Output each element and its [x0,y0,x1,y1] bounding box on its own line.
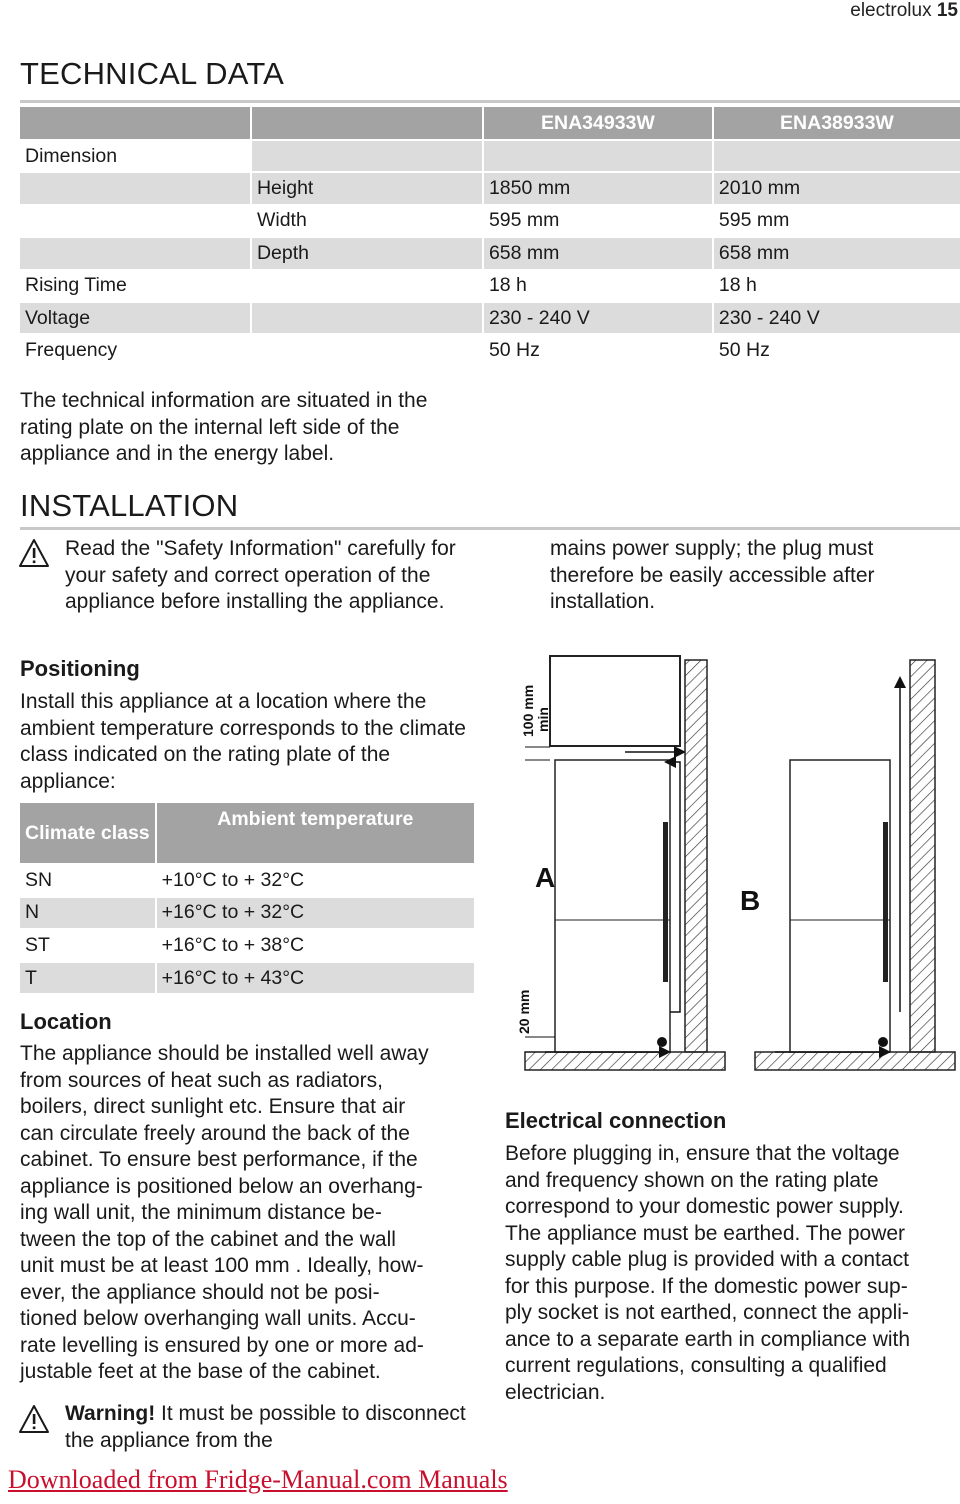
download-source-link[interactable]: Downloaded from Fridge-Manual.com Manuals [8,1465,508,1494]
cell-value: 595 mm [488,209,560,232]
text-line: supply cable plug is provided with a contact [505,1248,909,1271]
diagram-a [516,656,725,1070]
dimension-100mm: 100 mm [520,684,536,737]
warning-text [65,1401,485,1454]
dimension-20mm: 20 mm [516,989,532,1034]
text-line: and frequency shown on the rating plate [505,1168,879,1192]
column-header: ENA34933W [484,107,712,139]
table-row [20,206,960,236]
temperature-range: +16°C to + 32°C [157,898,474,929]
diagram-label-b: B [740,885,761,916]
table-row [20,303,960,333]
text-line: justable feet at the base of the cabinet. [20,1360,381,1383]
text-line: ever, the appliance should not be posi- [20,1280,380,1304]
text-line: tween the top of the cabinet and the wall [20,1227,396,1251]
cell-value: 230 - 240 V [484,303,712,333]
warning-body: It must be possible to disconnect the appliance from the [65,1402,466,1452]
text-line: appliance is positioned below an overhang- [20,1174,423,1198]
rating-plate-note: The technical information are situated in the rating plate on the internal left side of the appliance and in the energy label. [20,389,428,465]
warning-triangle-icon [18,1404,50,1434]
text-line: can circulate freely around the back of the [20,1121,410,1145]
cell-value: 50 Hz [488,339,540,362]
text-line: from sources of heat such as radiators, [20,1068,383,1092]
text-line: correspond to your domestic power supply. [505,1195,904,1218]
table-row [20,930,474,961]
diagram-b [740,660,955,1070]
row-label: Dimension [25,144,118,167]
row-sublabel: Depth [252,238,482,268]
installation-title: INSTALLATION [20,488,239,523]
text-line: ply socket is not earthed, connect the appli- [505,1301,909,1324]
warning-label: Warning! [65,1402,156,1425]
diagram-label-a: A [535,862,556,893]
column-header: Ambient temperature [157,803,474,863]
text-line: ing wall unit, the minimum distance be- [20,1201,382,1224]
warning-triangle-icon [18,538,50,568]
cell-value: 595 mm [718,209,790,232]
text-line: Before plugging in, ensure that the voltage [505,1142,900,1165]
installation-clearance-diagram [505,652,960,1077]
text-line: The appliance must be earthed. The power [505,1221,906,1245]
section-divider [20,527,960,530]
table-header-row [20,107,960,139]
table-row [20,141,960,171]
table-row [20,173,960,203]
table-header-row [20,803,474,863]
text-line: unit must be at least 100 mm . Ideally, how- [20,1254,424,1277]
text-line: tioned below overhanging wall units. Accu- [20,1307,416,1330]
electrical-heading: Electrical connection [505,1108,727,1133]
table-row [20,898,474,929]
temperature-range: +16°C to + 38°C [161,933,305,956]
column-header: Climate class [20,803,155,863]
climate-class: T [20,963,155,994]
cell-value: 18 h [488,274,527,297]
climate-class: N [20,898,155,929]
text-line: rate levelling is ensured by one or more ad- [20,1333,424,1357]
climate-class: ST [25,933,50,956]
text-line: The appliance should be installed well away [20,1042,429,1065]
cell-value: 18 h [718,274,757,297]
column-header: ENA38933W [714,107,960,139]
text-line: boilers, direct sunlight etc. Ensure that air [20,1095,406,1118]
table-row [20,335,960,365]
table-row [20,865,474,896]
cell-value: 230 - 240 V [714,303,960,333]
temperature-range: +16°C to + 43°C [157,963,474,994]
technical-data-table [18,105,960,368]
row-label: Frequency [25,339,118,362]
text-line: cabinet. To ensure best performance, if the [20,1148,418,1171]
page-number: 15 [936,0,958,21]
table-row [20,963,474,994]
cell-value: 2010 mm [714,173,960,203]
technical-data-title: TECHNICAL DATA [20,56,285,91]
cell-value: 658 mm [714,238,960,268]
warning-continued: mains power supply; the plug must therefore be easily accessible after installation. [550,537,875,613]
positioning-text: Install this appliance at a location where the ambient temperature corresponds to the climate class indicated on the rating plate of the appliance: [20,690,466,793]
table-row [20,271,960,301]
location-heading: Location [20,1009,112,1034]
climate-class-table [18,801,476,995]
table-row [20,238,960,268]
safety-note: Read the "Safety Information" carefully for your safety and correct operation of the appliance before installing the appliance. [65,537,456,613]
positioning-heading: Positioning [20,656,140,681]
text-line: ance to a separate earth in compliance with [505,1327,911,1351]
electrical-text [505,1141,960,1406]
cell-value: 1850 mm [484,173,712,203]
row-label: Rising Time [25,274,127,297]
brand-name: electrolux [850,0,932,21]
row-sublabel: Height [252,173,482,203]
cell-value: 658 mm [484,238,712,268]
text-line: current regulations, consulting a qualified [505,1354,887,1377]
dimension-min: min [535,707,551,732]
row-label: Voltage [20,303,250,333]
page-header [850,0,958,22]
location-text [20,1041,490,1386]
row-sublabel: Width [256,209,307,232]
temperature-range: +10°C to + 32°C [161,868,305,891]
section-divider [20,100,960,103]
text-line: electrician. [505,1380,606,1404]
text-line: for this purpose. If the domestic power sup- [505,1274,908,1298]
cell-value: 50 Hz [718,339,770,362]
climate-class: SN [25,868,53,891]
